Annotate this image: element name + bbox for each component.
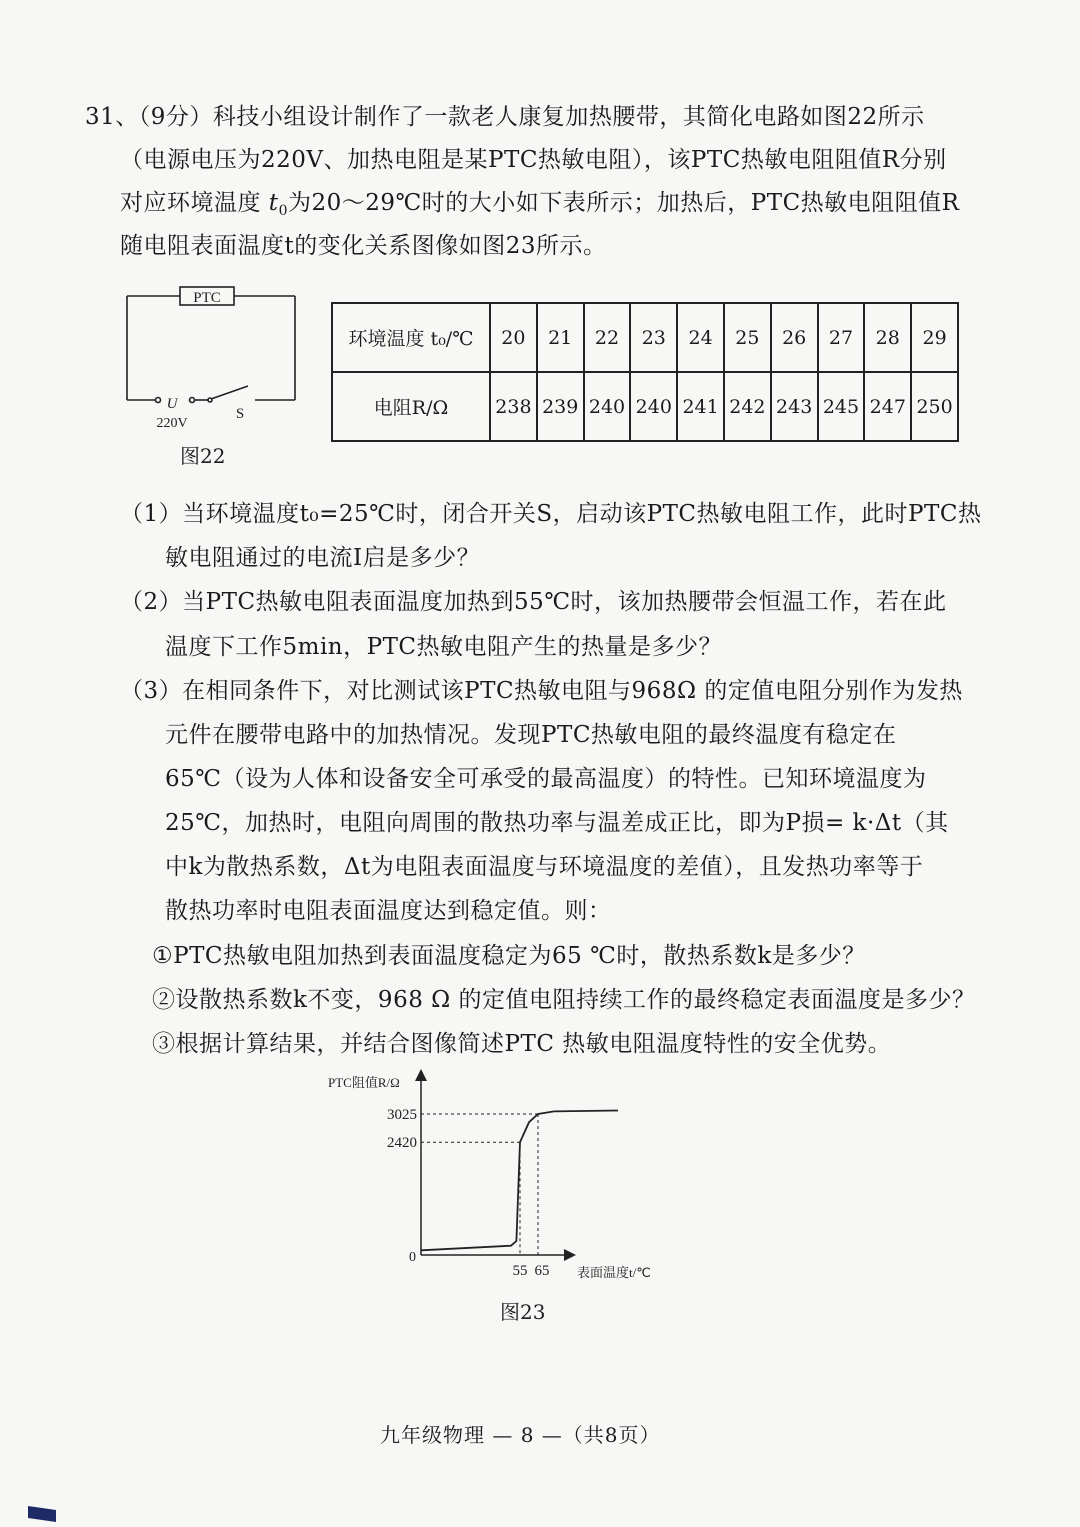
page-footer: 九年级物理 — 8 —（共8页）: [380, 1423, 661, 1447]
table-cell: 240: [584, 372, 631, 441]
table-cell: 21: [537, 303, 584, 372]
voltage-symbol: U: [166, 396, 178, 412]
sub-question-a: ①PTC热敏电阻加热到表面温度稳定为65 ℃时，散热系数k是多少？: [152, 943, 866, 969]
figure-22-caption: 图22: [180, 444, 226, 468]
x-tick-label-55: 55: [512, 1263, 528, 1279]
table-cell: 23: [630, 303, 677, 372]
table-cell: 238: [490, 372, 537, 441]
table-header-temperature: 环境温度 t₀/℃: [332, 303, 490, 372]
question-intro-line-1: 31、（9分）科技小组设计制作了一款老人康复加热腰带，其简化电路如图22所示: [85, 104, 925, 130]
part-3-line-3: 65℃（设为人体和设备安全可承受的最高温度）的特性。已知环境温度为: [165, 766, 927, 792]
table-cell: 240: [630, 372, 677, 441]
corner-mark: [28, 1506, 56, 1522]
part-3-line-6: 散热功率时电阻表面温度达到稳定值。则：: [165, 898, 612, 924]
part-3-line-5: 中k为散热系数，Δt为电阻表面温度与环境温度的差值），且发热功率等于: [165, 854, 924, 880]
table-cell: 25: [724, 303, 771, 372]
table-cell: 24: [677, 303, 724, 372]
y-axis-label: PTC阻值R/Ω: [328, 1075, 400, 1090]
table-cell: 28: [864, 303, 911, 372]
table-row-temperature: [332, 303, 958, 372]
table-header-resistance: 电阻R/Ω: [332, 372, 490, 441]
table-cell: 20: [490, 303, 537, 372]
part-1-line-2: 敏电阻通过的电流I启是多少？: [165, 545, 481, 571]
x-tick-label-65: 65: [534, 1263, 550, 1279]
table-row-resistance: [332, 372, 958, 441]
question-intro-line-2: （电源电压为220V、加热电阻是某PTC热敏电阻），该PTC热敏电阻阻值R分别: [120, 147, 947, 173]
part-2-line-1: （2）当PTC热敏电阻表面温度加热到55℃时，该加热腰带会恒温工作，若在此: [120, 589, 947, 615]
table-cell: 239: [537, 372, 584, 441]
part-3-line-1: （3）在相同条件下，对比测试该PTC热敏电阻与968Ω 的定值电阻分别作为发热: [120, 678, 963, 704]
sub-question-c: ③根据计算结果，并结合图像简述PTC 热敏电阻温度特性的安全优势。: [152, 1031, 892, 1057]
x-axis-label: 表面温度t/℃: [577, 1265, 651, 1280]
ptc-resistance-chart: [320, 1065, 680, 1285]
figure-23-caption: 图23: [500, 1300, 546, 1324]
ptc-label: PTC: [193, 290, 221, 306]
resistance-curve: [421, 1111, 618, 1251]
table-cell: 27: [818, 303, 865, 372]
table-cell: 26: [771, 303, 818, 372]
part-3-line-2: 元件在腰带电路中的加热情况。发现PTC热敏电阻的最终温度有稳定在: [165, 722, 897, 748]
part-1-line-1: （1）当环境温度t₀=25℃时，闭合开关S，启动该PTC热敏电阻工作，此时PTC热: [120, 501, 982, 527]
origin-label: 0: [409, 1250, 416, 1265]
voltage-value: 220V: [156, 416, 188, 431]
table-cell: 245: [818, 372, 865, 441]
y-tick-label-2420: 2420: [387, 1135, 417, 1152]
temperature-resistance-table: [331, 302, 959, 442]
table-cell: 243: [771, 372, 818, 441]
table-cell: 29: [911, 303, 958, 372]
table-cell: 22: [584, 303, 631, 372]
part-2-line-2: 温度下工作5min，PTC热敏电阻产生的热量是多少？: [165, 634, 723, 660]
sub-question-b: ②设散热系数k不变，968 Ω 的定值电阻持续工作的最终稳定表面温度是多少？: [152, 987, 976, 1013]
question-intro-line-4: 随电阻表面温度t的变化关系图像如图23所示。: [120, 233, 607, 259]
table-cell: 242: [724, 372, 771, 441]
table-cell: 241: [677, 372, 724, 441]
switch-label: S: [235, 406, 245, 422]
question-intro-line-3: 对应环境温度 $t_0$为20～29℃时的大小如下表所示；加热后，PTC热敏电阻阻值R: [120, 190, 960, 219]
y-tick-label-3025: 3025: [387, 1107, 417, 1123]
circuit-diagram: [120, 282, 305, 432]
table-cell: 250: [911, 372, 958, 441]
part-3-line-4: 25℃，加热时，电阻向周围的散热功率与温差成正比，即为P损= k·Δt（其: [165, 810, 949, 836]
table-cell: 247: [864, 372, 911, 441]
